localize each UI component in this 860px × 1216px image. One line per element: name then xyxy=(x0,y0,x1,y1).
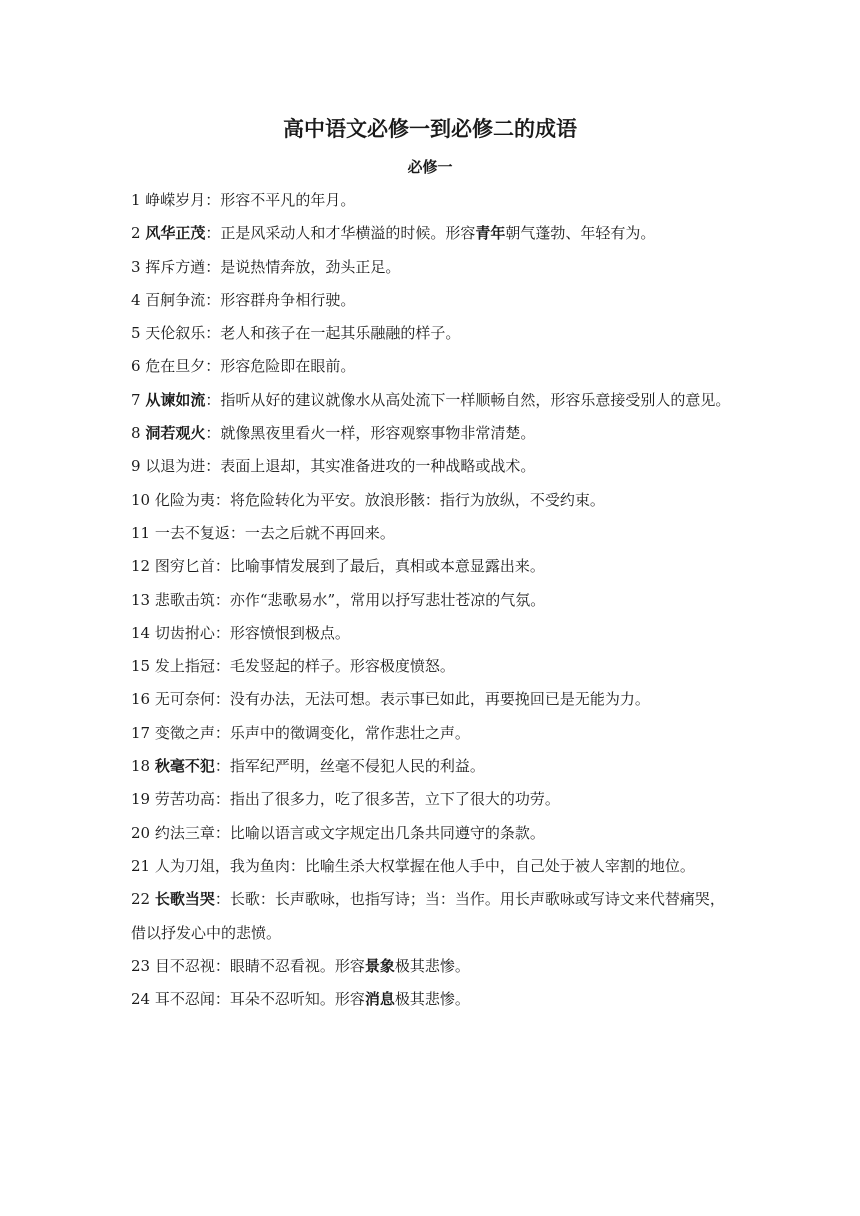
entry-text: 11 一去不复返：一去之后就不再回来。 xyxy=(131,523,395,542)
entry-text: 极其悲惨。 xyxy=(394,990,470,1009)
entry-text: 23 目不忍视：眼睛不忍看视。形容 xyxy=(131,956,365,975)
entry-text: 2 xyxy=(131,224,146,243)
idiom-entry xyxy=(131,617,731,650)
idiom-entry xyxy=(131,584,731,617)
entry-text: 20 约法三章：比喻以语言或文字规定出几条共同遵守的条款。 xyxy=(131,823,545,842)
idiom-entry xyxy=(131,417,731,450)
entry-text: 4 百舸争流：形容群舟争相行驶。 xyxy=(131,290,356,309)
idiom-entry xyxy=(131,350,731,383)
entry-text: 朝气蓬勃、年轻有为。 xyxy=(505,224,656,243)
bold-term: 风华正茂 xyxy=(145,224,206,243)
entry-text: 24 耳不忍闻：耳朵不忍听知。形容 xyxy=(131,990,365,1009)
bold-term: 洞若观火 xyxy=(145,424,206,443)
document-title: 高中语文必修一到必修二的成语 xyxy=(283,116,577,141)
entry-text: 16 无可奈何：没有办法，无法可想。表示事已如此，再要挽回已是无能为力。 xyxy=(131,690,650,709)
entry-text: 7 xyxy=(131,390,146,409)
entry-text: 12 图穷匕首：比喻事情发展到了最后，真相或本意显露出来。 xyxy=(131,557,545,576)
entry-text: 极其悲惨。 xyxy=(394,956,470,975)
idiom-entry xyxy=(131,450,731,483)
idiom-entry xyxy=(131,317,731,350)
idiom-entry xyxy=(131,750,731,783)
bold-term: 从谏如流 xyxy=(145,390,206,409)
entry-text: 1 峥嵘岁月：形容不平凡的年月。 xyxy=(131,191,356,209)
bold-term: 秋毫不犯 xyxy=(154,757,215,776)
bold-term: 长歌当哭 xyxy=(154,890,215,909)
entry-text: 21 人为刀俎，我为鱼肉：比喻生杀大权掌握在他人手中，自己处于被人宰割的地位。 xyxy=(131,856,695,875)
idiom-entry xyxy=(131,217,731,250)
idiom-entry xyxy=(131,517,731,550)
idiom-entry xyxy=(131,650,731,683)
entry-text: ：指听从好的建议就像水从高处流下一样顺畅自然，形容乐意接受别人的意见。 xyxy=(205,390,731,409)
idiom-entry xyxy=(131,683,731,716)
section-heading: 必修一 xyxy=(407,158,453,176)
entry-text: 19 劳苦功高：指出了很多力，吃了很多苦，立下了很大的功劳。 xyxy=(131,790,560,809)
idiom-entry xyxy=(131,550,731,583)
idiom-entry xyxy=(131,983,731,1016)
entry-text: 10 化险为夷：将危险转化为平安。放浪形骸：指行为放纵，不受约束。 xyxy=(131,490,605,509)
idiom-entry xyxy=(131,717,731,750)
entry-text: ：就像黑夜里看火一样，形容观察事物非常清楚。 xyxy=(205,424,536,443)
idiom-entry xyxy=(131,484,731,517)
bold-term: 青年 xyxy=(475,224,506,243)
entry-text: 15 发上指冠：毛发竖起的样子。形容极度愤怒。 xyxy=(131,657,455,676)
entry-text: ：正是风采动人和才华横溢的时候。形容 xyxy=(205,224,476,243)
idiom-entry xyxy=(131,184,731,217)
entry-text: ：长歌：长声歌咏，也指写诗；当：当作。用长声歌咏或写诗文来代替痛哭，借以抒发心中的悲愤。 xyxy=(131,890,725,942)
entry-text: 9 以退为进：表面上退却，其实准备进攻的一种战略或战术。 xyxy=(131,457,536,476)
idiom-entry xyxy=(131,783,731,816)
entry-text: 6 危在旦夕：形容危险即在眼前。 xyxy=(131,357,356,376)
idiom-entry xyxy=(131,883,731,950)
idiom-entry xyxy=(131,850,731,883)
idiom-entry xyxy=(131,817,731,850)
entry-text: 18 xyxy=(131,757,155,776)
entry-text: 17 变徵之声：乐声中的徵调变化，常作悲壮之声。 xyxy=(131,723,470,742)
idiom-entry xyxy=(131,251,731,284)
entry-text: 5 天伦叙乐：老人和孩子在一起其乐融融的样子。 xyxy=(131,324,461,343)
idiom-entry xyxy=(131,950,731,983)
entry-text: 13 悲歌击筑：亦作“悲歌易水”，常用以抒写悲壮苍凉的气氛。 xyxy=(131,590,546,609)
entry-text: 8 xyxy=(131,424,146,443)
entry-text: 3 挥斥方遒：是说热情奔放，劲头正足。 xyxy=(131,257,401,276)
entry-text: ：指军纪严明，丝毫不侵犯人民的利益。 xyxy=(214,757,485,776)
idiom-list xyxy=(131,184,731,1016)
idiom-entry xyxy=(131,384,731,417)
bold-term: 消息 xyxy=(364,990,395,1009)
entry-text: 22 xyxy=(131,890,155,909)
bold-term: 景象 xyxy=(364,956,395,975)
idiom-entry xyxy=(131,284,731,317)
entry-text: 14 切齿拊心：形容愤恨到极点。 xyxy=(131,623,350,642)
